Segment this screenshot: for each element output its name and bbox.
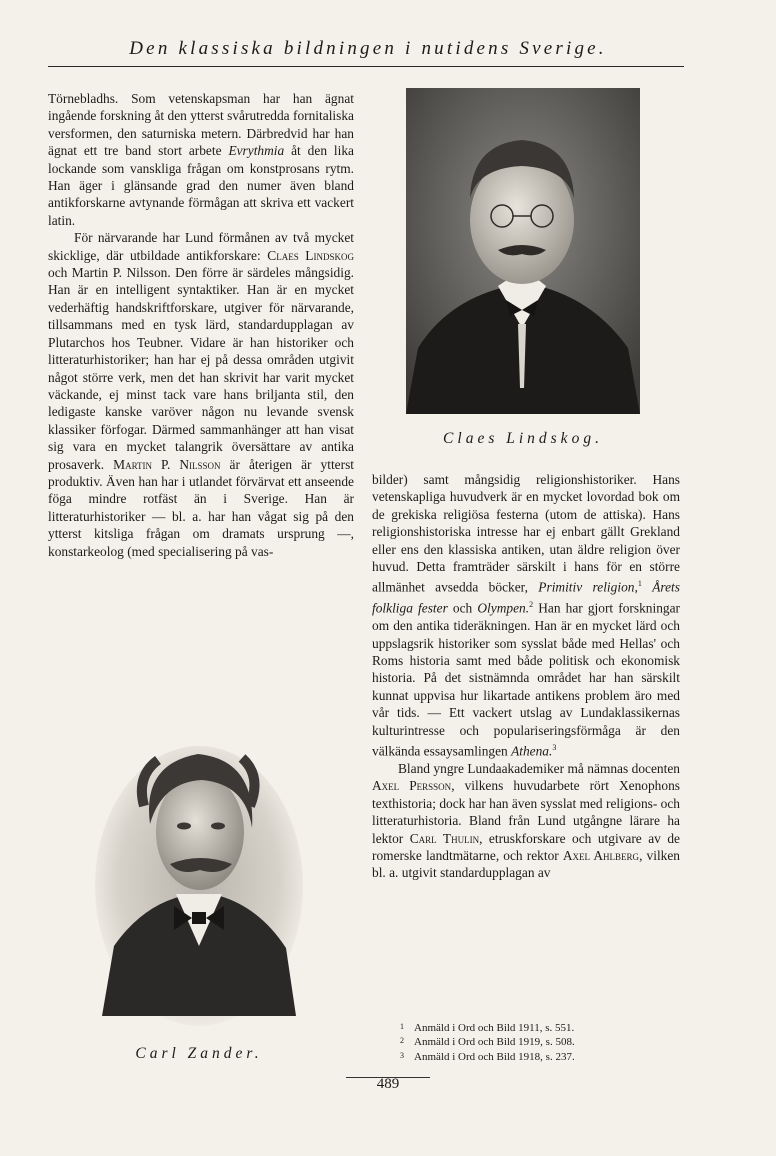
left-column <box>48 90 354 560</box>
portrait-lindskog <box>406 88 640 414</box>
name-lindskog: Claes Lindskog <box>267 247 354 263</box>
footnote-ref-1: 1 <box>637 579 642 589</box>
right-paragraph-2: Bland yngre Lundaakademiker må nämnas docenten Axel Persson, vilkens huvudarbete rört Xenophons texthistoria; dock har han även sysslat med religions- och litteraturhistoria. Bland från Lund utgångne lärare ha lektor Carl Thulin, etruskforskare och utgivare av de romerske landtmätarne, och rektor Axel Ahlberg, vilken bl. a. utgivit standardupplagan av <box>372 760 680 881</box>
left-paragraph-2: För närvarande har Lund förmånen av två mycket skicklige, där utbildade antikforskare: Claes Lindskog och Martin P. Nilsson. Den förre är särdeles mångsidig. Han är en intelligent syntaktiker. Han är en mycket vederhäftig handskriftforskare, utgiver för närvarande, tillsammans med en tysk lärd, standardupplagan av Plutarchos hos Teubner. Vidare är han historiker och litteraturhistoriker; han har ej på dessa områden utgivit något större verk, men det han skrivit har varit mycket väckande, ej minst tack vare hans briljanta stil, den ledigaste kanske varöver någon nu levande svensk klassiker förfogar. Därmed sammanhänger att han visat sig vara en mycket talangrik översättare av antika prosaverk. Martin P. Nilsson är återigen är ytterst produktiv. Även han har i utlandet förvärvat ett anseende föga mindre rotfäst än i Sverige. Han är litteraturhistoriker — bl. a. har han vågat sig på den ytterst kitsliga frågan om dramats ursprung —, konstarkeolog (med specialisering på vas- <box>48 230 354 559</box>
footnotes <box>400 1021 690 1064</box>
caption-zander: Carl Zander. <box>135 1045 263 1062</box>
page-number: 489 <box>376 1076 400 1092</box>
running-header: Den klassiska bildningen i nutidens Sverige. <box>129 38 607 59</box>
portrait-zander-image <box>92 736 306 1026</box>
footnote-2: 2 Anmäld i Ord och Bild 1919, s. 508. <box>400 1036 575 1049</box>
header-rule <box>48 66 684 67</box>
footnote-3: 3 Anmäld i Ord och Bild 1918, s. 237. <box>400 1050 575 1063</box>
portrait-lindskog-image <box>406 88 640 414</box>
right-column <box>372 471 680 882</box>
name-ahlberg: Axel Ahlberg <box>562 847 640 863</box>
title-athena: Athena. <box>511 743 553 759</box>
title-evrythmia: Evrythmia <box>228 143 285 159</box>
title-olympen: Olympen. <box>477 600 530 616</box>
title-arets-folkliga-fester: Årets folkliga fester <box>372 579 680 616</box>
name-persson: Axel Persson <box>372 778 452 794</box>
name-thulin: Carl Thulin <box>409 830 480 846</box>
portrait-zander <box>92 736 306 1026</box>
title-primitiv-religion: Primitiv religion, <box>538 579 638 595</box>
footnote-1: 1 Anmäld i Ord och Bild 1911, s. 551. <box>400 1022 575 1034</box>
left-paragraph-1: Törnebladhs. Som vetenskapsman har han ägnat ingående forskning åt den ytterst svårutredda fornitaliska versformen, den saturniska metern. Därbredvid har han ägnat ett tre band stort arbete Evrythmia åt den lika lockande som vanskliga frågan om konstprosans rytm. Han äger i glänsande grad den numer även bland antikforskarne avtynande förmågan att skriva ett vackert latin. <box>48 91 354 228</box>
footnote-ref-3: 3 <box>552 743 557 753</box>
right-paragraph-1: bilder) samt mångsidig religionshistoriker. Hans vetenskapliga huvudverk är en mycket lovordad bok om de grekiska religiösa festerna (utom de attiska). Hans religionshistoriska intresse har ej enbart gällt Grekland eller ens den klassiska antiken, utan äldre religion över huvud. Detta framträder särskilt i hans för en större allmänhet avsedda böcker, Primitiv religion,$^1$ Årets folkliga fester och Olympen.$^2$ Han har gjort forskningar om den antika tideräkningen. Han är en mycket lärd och uppslagsrik historiker som sysslat både med Hellas' och Roms historia samt med både politisk och ekonomisk historia. På det sistnämnda området har han särskilt kunnat uppvisa hur likartade antikens problem äro med vår tids. — Ett vackert utslag av Lundaklassikernas kulturintresse och populariseringsförmåga är den välkända essaysamlingen Athena.$^3$ <box>372 472 681 759</box>
footnote-ref-2: 2 <box>529 600 534 610</box>
name-nilsson: Martin P. Nilsson <box>113 456 221 472</box>
caption-lindskog: Claes Lindskog. <box>443 430 603 447</box>
